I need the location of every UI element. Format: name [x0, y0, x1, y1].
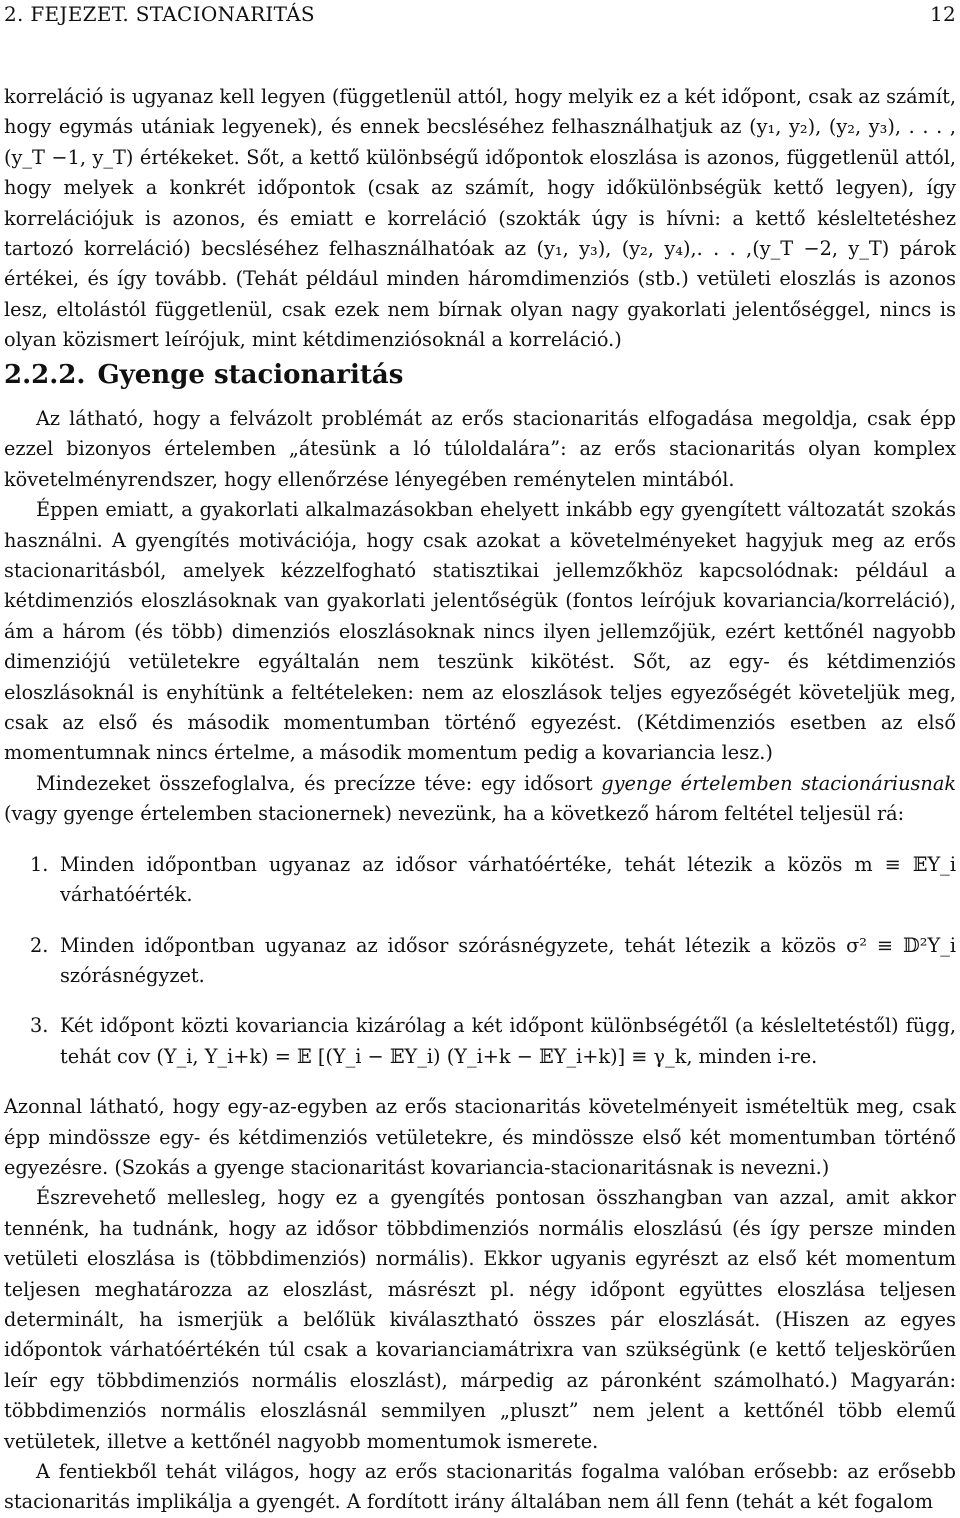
- chapter-title: 2. FEJEZET. STACIONARITÁS: [4, 2, 315, 26]
- intro-text: [4, 82, 956, 356]
- list-text: Két időpont közti kovariancia kizárólag a két időpont különbségétől (a késleltetéstől) függ, tehát cov (Y_i, Y_i+k) = 𝔼 [(Y_i − 𝔼Y_i) (Y_i+k − 𝔼Y_i+k)] ≡ γ_k, minden i-re.: [60, 1014, 956, 1068]
- list-text: Minden időpontban ugyanaz az idősor szórásnégyzete, tehát létezik a közös σ² ≡ 𝔻²Y_i szórásnégyzet.: [60, 933, 956, 987]
- definition-text-before: Mindezeket összefoglalva, és precízze téve: egy idősort: [36, 771, 602, 795]
- running-header: [4, 2, 956, 28]
- list-number: 1.: [30, 852, 49, 876]
- paragraph: Azonnal látható, hogy egy-az-egyben az erős stacionaritás követelményeit ismételtük meg, csak épp mindössze egy- és kétdimenziós vetületekre, és mindössze első két momentumban történő egyezésre. (Szokás a gyenge stacionaritást kovariancia-stacionaritásnak is nevezni.): [4, 1095, 956, 1179]
- paragraph: korreláció is ugyanaz kell legyen (függetlenül attól, hogy melyik ez a két időpont, csak az számít, hogy egymás utániak legyenek), és ennek becsléséhez felhasználhatjuk az (y₁, y₂), (y₂, y₃), . . . , (y_T −1, y_T) értékeket. Sőt, a kettő különbségű időpontok eloszlása is azonos, függetlenül attól, hogy melyek a konkrét időpontok (csak az számít, hogy időkülönbségük kettő legyen), így korrelációjuk is azonos, és emiatt e korreláció (szokták úgy is hívni: a kettő késleltetéshez tartozó korreláció) becsléséhez felhasználhatóak az (y₁, y₃), (y₂, y₄),. . . ,(y_T −2, y_T) párok értékei, és így tovább. (Tehát például minden háromdimenziós (stb.) vetületi eloszlás is azonos lesz, eltolástól függetlenül, csak ezek nem bírnak olyan nagy gyakorlati jelentőséggel, nincs is olyan közismert leírójuk, mint kétdimenziósoknál a korreláció.): [4, 85, 956, 352]
- paragraph: Észrevehető mellesleg, hogy ez a gyengítés pontosan összhangban van azzal, amit akkor tennénk, ha tudnánk, hogy az idősor többdimenziós normális eloszlású (és így persze minden vetületi eloszlása is (többdimenziós) normális). Ekkor ugyanis egyrészt az első két momentum teljesen meghatározza az eloszlást, másrészt pl. négy időpont együttes eloszlása teljesen determinált, ha ismerjük a belőlük kiválasztható összes pár eloszlását. (Hiszen az egyes időpontok várhatóértékén túl csak a kovarianciamátrixra van szükségünk (e kettő teljeskörűen leír egy többdimenziós normális eloszlást), márpedig az páronként számolható.) Magyarán: többdimenziós normális eloszlásnál semmilyen „pluszt” nem jelent a kettőnél több elemű vetületek, illetve a kettőnél nagyobb momentumok ismerete.: [4, 1186, 956, 1453]
- list-item: [4, 1011, 956, 1072]
- definition-text-after: (vagy gyenge értelemben stacionernek) nevezünk, ha a következő három feltétel teljesül rá:: [4, 802, 905, 826]
- section-title: Gyenge stacionaritás: [97, 360, 404, 390]
- list-item: [4, 850, 956, 911]
- list-number: 3.: [30, 1014, 49, 1038]
- paragraph: A fentiekből tehát világos, hogy az erős stacionaritás fogalma valóban erősebb: az erősebb stacionaritás implikálja a gyengét. A fordított irány általában nem áll fenn (tehát a két fogalom: [4, 1460, 956, 1514]
- section-heading: [4, 360, 403, 390]
- paragraph: Éppen emiatt, a gyakorlati alkalmazásokban ehelyett inkább egy gyengített változatát szokás használni. A gyengítés motivációja, hogy csak azokat a követelményeket hagyjuk meg az erős stacionaritásból, amelyek kézzelfogható statisztikai jellemzőkhöz kapcsolódnak: például a kétdimenziós eloszlásoknak van gyakorlati jelentőségük (fontos leírójuk kovariancia/korreláció), ám a három (és több) dimenziós eloszlásoknak nincs ilyen jellemzőjük, ezért kettőnél nagyobb dimenziójú vetületekre egyáltalán nem teszünk kikötést. Sőt, az egy- és kétdimenziós eloszlásoknál is enyhítünk a feltételeken: nem az eloszlások teljes egyezőségét követeljük meg, csak az első és második momentumban történő egyezést. (Kétdimenziós esetben az első momentumnak nincs értelme, a második momentum pedig a kovariancia lesz.): [4, 498, 956, 765]
- list-number: 2.: [30, 933, 49, 957]
- defined-term: gyenge értelemben stacionáriusnak: [601, 771, 957, 795]
- paragraph: Az látható, hogy a felvázolt problémát az erős stacionaritás elfogadása megoldja, csak épp ezzel bizonyos értelemben „átesünk a ló túloldalára”: az erős stacionaritás olyan komplex követelményrendszer, hogy ellenőrzése lényegében reménytelen mintából.: [4, 407, 956, 491]
- page-number: 12: [929, 2, 956, 26]
- list-item: [4, 931, 956, 992]
- list-text: Minden időpontban ugyanaz az idősor várhatóértéke, tehát létezik a közös m ≡ 𝔼Y_i várhatóérték.: [60, 852, 956, 907]
- definition-paragraph: [4, 769, 956, 830]
- conditions-list: [4, 850, 956, 1072]
- section-number: 2.2.2.: [4, 360, 86, 390]
- section-body: [4, 404, 956, 1518]
